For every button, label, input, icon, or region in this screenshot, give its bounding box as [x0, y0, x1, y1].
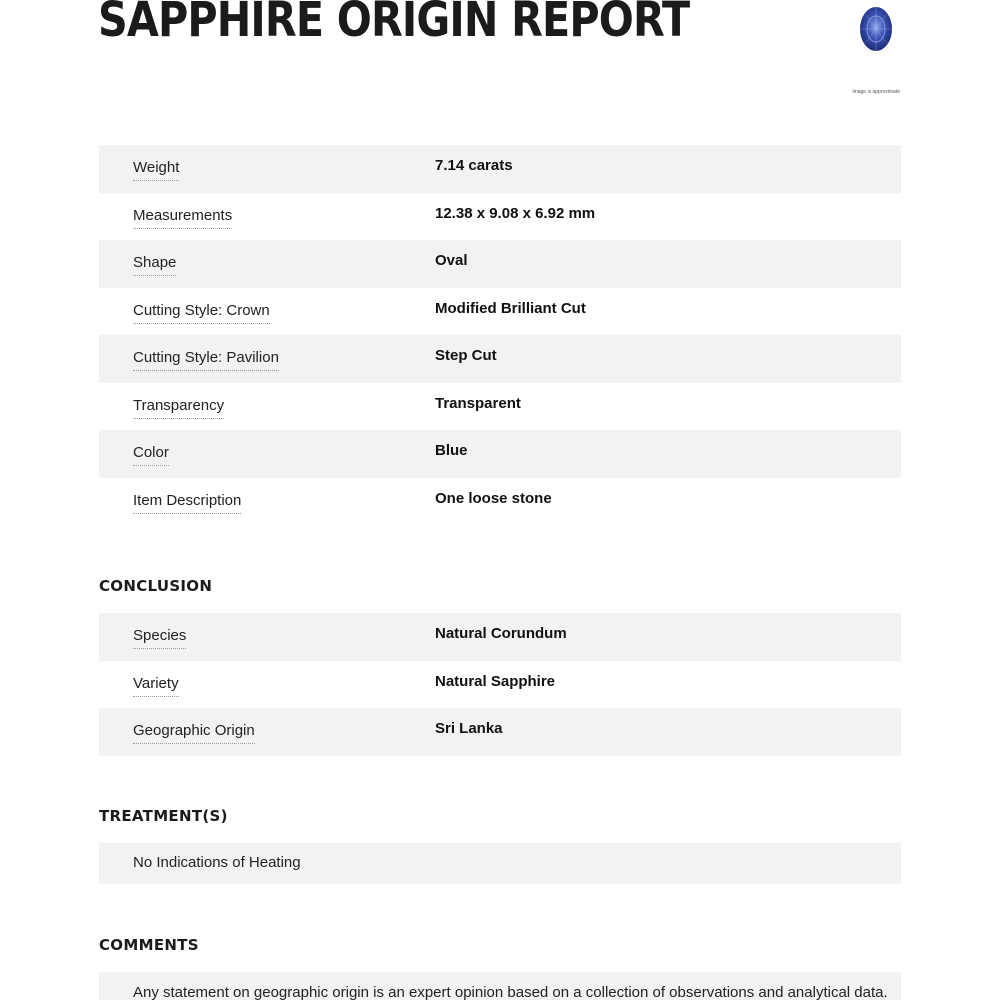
row-value: Blue: [435, 442, 468, 459]
table-row: [99, 240, 901, 288]
blue-oval-sapphire-icon: [858, 5, 894, 53]
conclusion-heading: CONCLUSION: [99, 577, 213, 595]
row-label: Variety: [133, 675, 179, 697]
table-row: [99, 661, 901, 709]
row-value: Transparent: [435, 394, 521, 412]
row-value: 12.38 x 9.08 x 6.92 mm: [435, 204, 596, 222]
treatment-text: No Indications of Heating: [133, 854, 301, 871]
row-label: Shape: [133, 254, 176, 276]
row-value: Natural Corundum: [435, 625, 567, 642]
row-label: Item Description: [133, 492, 241, 514]
row-value: Oval: [435, 252, 468, 269]
table-row: [99, 383, 901, 431]
row-label: Cutting Style: Crown: [133, 302, 270, 324]
row-value: One loose stone: [435, 489, 552, 507]
conclusion-table: [99, 613, 901, 756]
treatments-heading: TREATMENT(S): [99, 807, 228, 825]
details-table: [99, 145, 901, 525]
row-value: 7.14 carats: [435, 157, 513, 174]
row-label: Geographic Origin: [133, 722, 255, 744]
image-caption: Image is approximate: [852, 89, 900, 95]
row-label: Weight: [133, 159, 179, 181]
table-row: [99, 288, 901, 336]
row-value: Natural Sapphire: [435, 672, 556, 690]
comments-box: [99, 972, 901, 1000]
row-value: Modified Brilliant Cut: [435, 299, 586, 317]
table-row: [99, 430, 901, 478]
row-label: Species: [133, 627, 186, 649]
row-value: Sri Lanka: [435, 720, 503, 737]
row-label: Color: [133, 444, 169, 466]
treatments-box: [99, 843, 901, 884]
table-row: [99, 335, 901, 383]
page-title: SAPPHIRE ORIGIN REPORT: [98, 0, 690, 48]
comments-heading: COMMENTS: [99, 936, 199, 954]
row-label: Transparency: [133, 397, 224, 419]
row-value: Step Cut: [435, 347, 497, 364]
row-label: Cutting Style: Pavilion: [133, 349, 279, 371]
table-row: [99, 613, 901, 661]
table-row: [99, 708, 901, 756]
table-row: [99, 145, 901, 193]
comments-text: Any statement on geographic origin is an expert opinion based on a collection of observations and analytical data.: [133, 984, 888, 1001]
table-row: [99, 478, 901, 526]
table-row: [99, 193, 901, 241]
row-label: Measurements: [133, 207, 232, 229]
